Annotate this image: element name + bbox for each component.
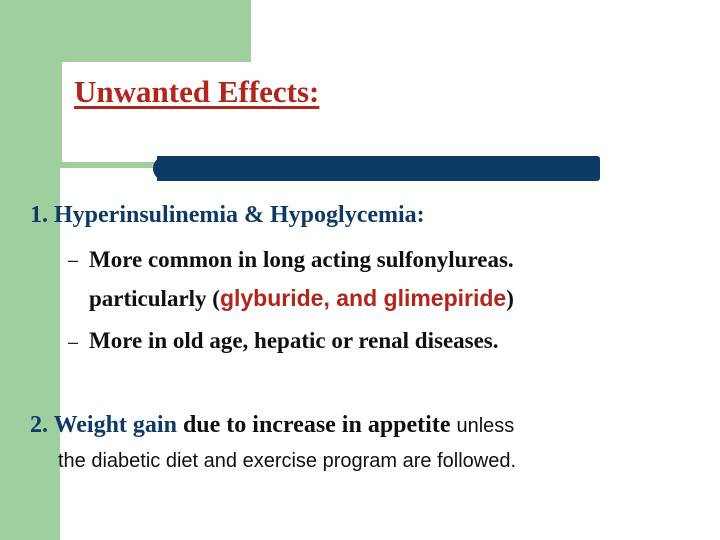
divider-bar xyxy=(157,156,600,181)
item-2-line-1 xyxy=(30,412,514,439)
item-2-number: 2. xyxy=(30,412,48,438)
bullet-2-marker: – xyxy=(68,332,79,352)
bullet-1-suffix: ) xyxy=(506,286,514,311)
item-2-plain-tail: unless xyxy=(456,415,515,437)
bullet-1-text: More common in long acting sulfonylureas. xyxy=(89,247,514,272)
drug-names: glyburide, and glimepiride xyxy=(219,285,507,311)
item-2-line-2: the diabetic diet and exercise program are followed. xyxy=(58,450,517,472)
bullet-1-continuation xyxy=(89,285,514,312)
bullet-1-marker: – xyxy=(68,250,79,270)
bullet-1-prefix: particularly ( xyxy=(89,286,220,311)
item-1-number: 1. xyxy=(30,202,48,228)
item-1-heading-text: Hyperinsulinemia & Hypoglycemia: xyxy=(54,202,425,228)
item-1-heading xyxy=(30,202,425,229)
slide-title: Unwanted Effects: xyxy=(74,74,320,109)
item-2-bold-rest: due to increase in appetite xyxy=(182,412,451,438)
bullet-2-text: More in old age, hepatic or renal diseases. xyxy=(89,328,499,353)
item-2-highlight: Weight gain xyxy=(53,412,177,438)
